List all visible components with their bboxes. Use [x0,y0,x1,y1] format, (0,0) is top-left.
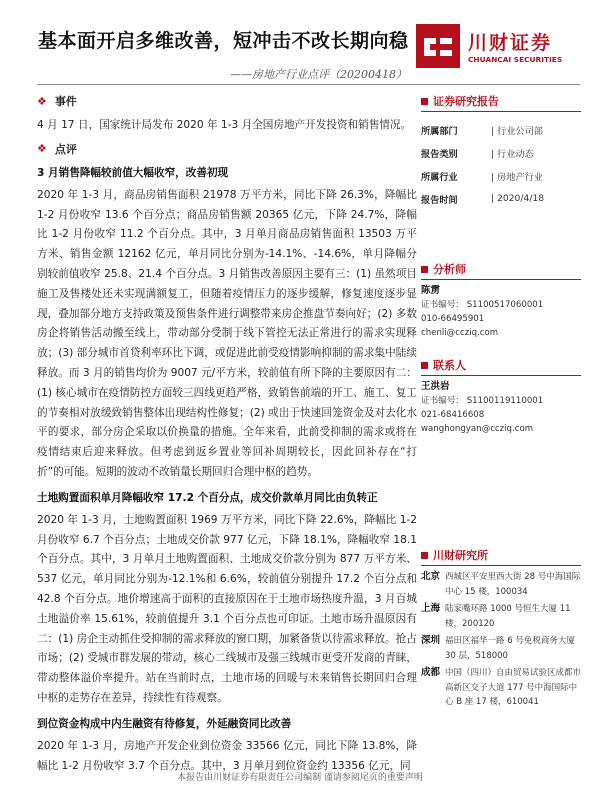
square-bullet-icon [421,362,428,369]
report-info-row: 所属行业 | 房地产行业 [421,171,543,183]
office-item: 成都 中国（四川）自由贸易试验区成都市高新区交子大道 177 号中海国际中心 B 座 17 楼，610041 [421,667,582,707]
analyst-card [421,284,581,340]
heading-underline [421,279,581,280]
section-text-land: 2020 年 1-3 月，土地购置面积 1969 万平方米，同比下降 22.6%，降幅比 1-2 月份收窄 6.7 个百分点；土地成交价款 977 亿元，下降 18.1%，降幅收窄 18.1 个百分点。其中，3 月单月土地购置面积、土地成交价款分别为 877 万平方米、537 亿元，单月同比分别为-12.1%和 6.6%，较前值分别提升 17.2 个百分点和 42.8 个百分点。地价增速高于面积的直接原因在于土地市场热度升温，3 月百城土地溢价率 15.61%，较前值提升 3.1 个百分点也可印证。土地市场升温原因有二：(1) 房企主动抓住受抑制的需求释放的窗口期，加紧备货以待需求释放。抢占市场；(2) 受城市群发展的带动，核心二线城市及强三线城市更受开发商的青睐，带动整体溢价率提升。站在当前时点，土地市场的回暖与未来销售长期回归合理中枢的走势存在差异，持续性有待观察。 [37,513,417,704]
diamond-icon: ❖ [37,142,47,156]
section-heading-sales: 3 月销售降幅较前值大幅收窄，改善初现 [37,166,229,179]
report-info-list [421,118,581,210]
contact-email[interactable]: wanghongyan@ccziq.com [421,424,534,434]
analyst-cert: 证书编号： S1100517060001 [421,300,544,310]
analyst-email[interactable]: chenli@ccziq.com [421,328,499,338]
heading-underline [421,375,581,376]
main-content [37,92,417,776]
sidebar [421,92,581,710]
office-list [421,570,581,710]
report-info-row: 所属部门 | 行业公司部 [421,125,543,137]
company-logo [416,22,576,72]
diamond-icon: ❖ [37,94,47,108]
report-info-heading: 证券研究报告 [421,92,581,110]
square-bullet-icon [421,266,428,273]
logo-name-en: CHUANCAI SECURITIES [468,55,563,64]
header-divider [37,84,580,85]
event-heading: ❖ 事件 [37,94,77,108]
logo-name: 川财证券 [468,32,553,54]
contact-card [421,380,581,436]
contact-phone: 021-68416608 [421,410,485,420]
review-heading: ❖ 点评 [37,142,77,156]
contact-cert: 证书编号： S1100119110001 [421,396,544,406]
section-text-funding: 2020 年 1-3 月，房地产开发企业到位资金 33566 亿元，同比下降 13.8%，降幅比 1-2 月份收窄 3.7 个百分点。其中，3 月单月到位资金约 13356 亿元，同 [37,739,417,772]
office-item: 深圳 福田区福华一路 6 号免税商务大厦 30 层，518000 [421,635,575,661]
analyst-name: 陈雳 [421,285,441,296]
section-text-sales: 2020 年 1-3 月，商品房销售面积 21978 万平方米，同比下降 26.3%，降幅比 1-2 月份收窄 13.6 个百分点；商品房销售额 20365 亿元，下降 24.7%，降幅比 1-2 月份收窄 11.2 个百分点。其中，3 月单月商品房销售面积 13503 万平方米、销售金额 12162 亿元，单月同比分别为-14.1%、-14.6%，单月降幅分别较前值收窄 25.8、21.4 个百分点。3 月销售改善原因主要有三：(1) 虽然项目施工及售楼处还未实现满额复工，但随着疫情压力的逐步缓解，修复速度逐步显现，叠加部分地方支持政策及预售条件进行调整带来房企推盘节奏向好；(2) 多数房企将销售活动搬至线上，带动部分受制于线下管控无法正常进行的需求实现释放；(3) 部分城市首贷利率环比下调，或促进此前受疫情影响抑制的需求集中陆续释放。而 3 月的销售均价为 9007 元/平方米，较前值有所下降的主要原因有二：(1) 核心城市在疫情防控方面较三四线更趋严格，致销售前端的开工、施工、复工的节奏相对放缓致销售整体出现结构性修复；(2) 或出于快速回笼资金及对去化水平的要求，部分房企采取以价换量的措施。全年来看，此前受抑制的需求或将在疫情结束后迎来释放。但考虑到返乡置业等回补周期较长，因此回补存在“打折”的可能。短期的波动不改销量长期回归合理中枢的趋势。 [37,188,417,478]
analyst-heading: 分析师 [421,260,581,278]
institute-heading: 川财研究所 [421,546,581,564]
report-info-row: 报告时间 | 2020/4/18 [421,193,545,206]
event-text: 4 月 17 日，国家统计局发布 2020 年 1-3 月全国房地产开发投资和销售情况。 [37,119,412,131]
report-subtitle: ——房地产行业点评（20200418） [230,68,407,81]
report-info-row: 报告类别 | 行业动态 [421,148,534,160]
section-heading-land: 土地购置面积单月降幅收窄 17.2 个百分点，成交价款单月同比由负转正 [37,491,378,504]
contact-name: 王洪岩 [421,381,450,392]
page-footer: 本报告由川财证券有限责任公司编制 谨请参阅尾页的重要声明 [177,773,423,783]
square-bullet-icon [421,552,428,559]
report-title: 基本面开启多维改善，短冲击不改长期向稳 [38,30,409,52]
section-heading-funding: 到位资金构成中内生融资有待修复，外延融资同比改善 [37,717,292,730]
square-bullet-icon [421,98,428,105]
heading-underline [421,565,581,566]
logo-emblem-icon [416,24,460,68]
office-item: 北京 西城区平安里西大街 28 号中海国际中心 15 楼，100034 [421,571,581,597]
heading-underline [421,111,581,112]
contact-heading: 联系人 [421,356,581,374]
office-item: 上海 陆家嘴环路 1000 号恒生大厦 11 楼，200120 [421,603,571,629]
analyst-phone: 010-66495901 [421,314,485,324]
